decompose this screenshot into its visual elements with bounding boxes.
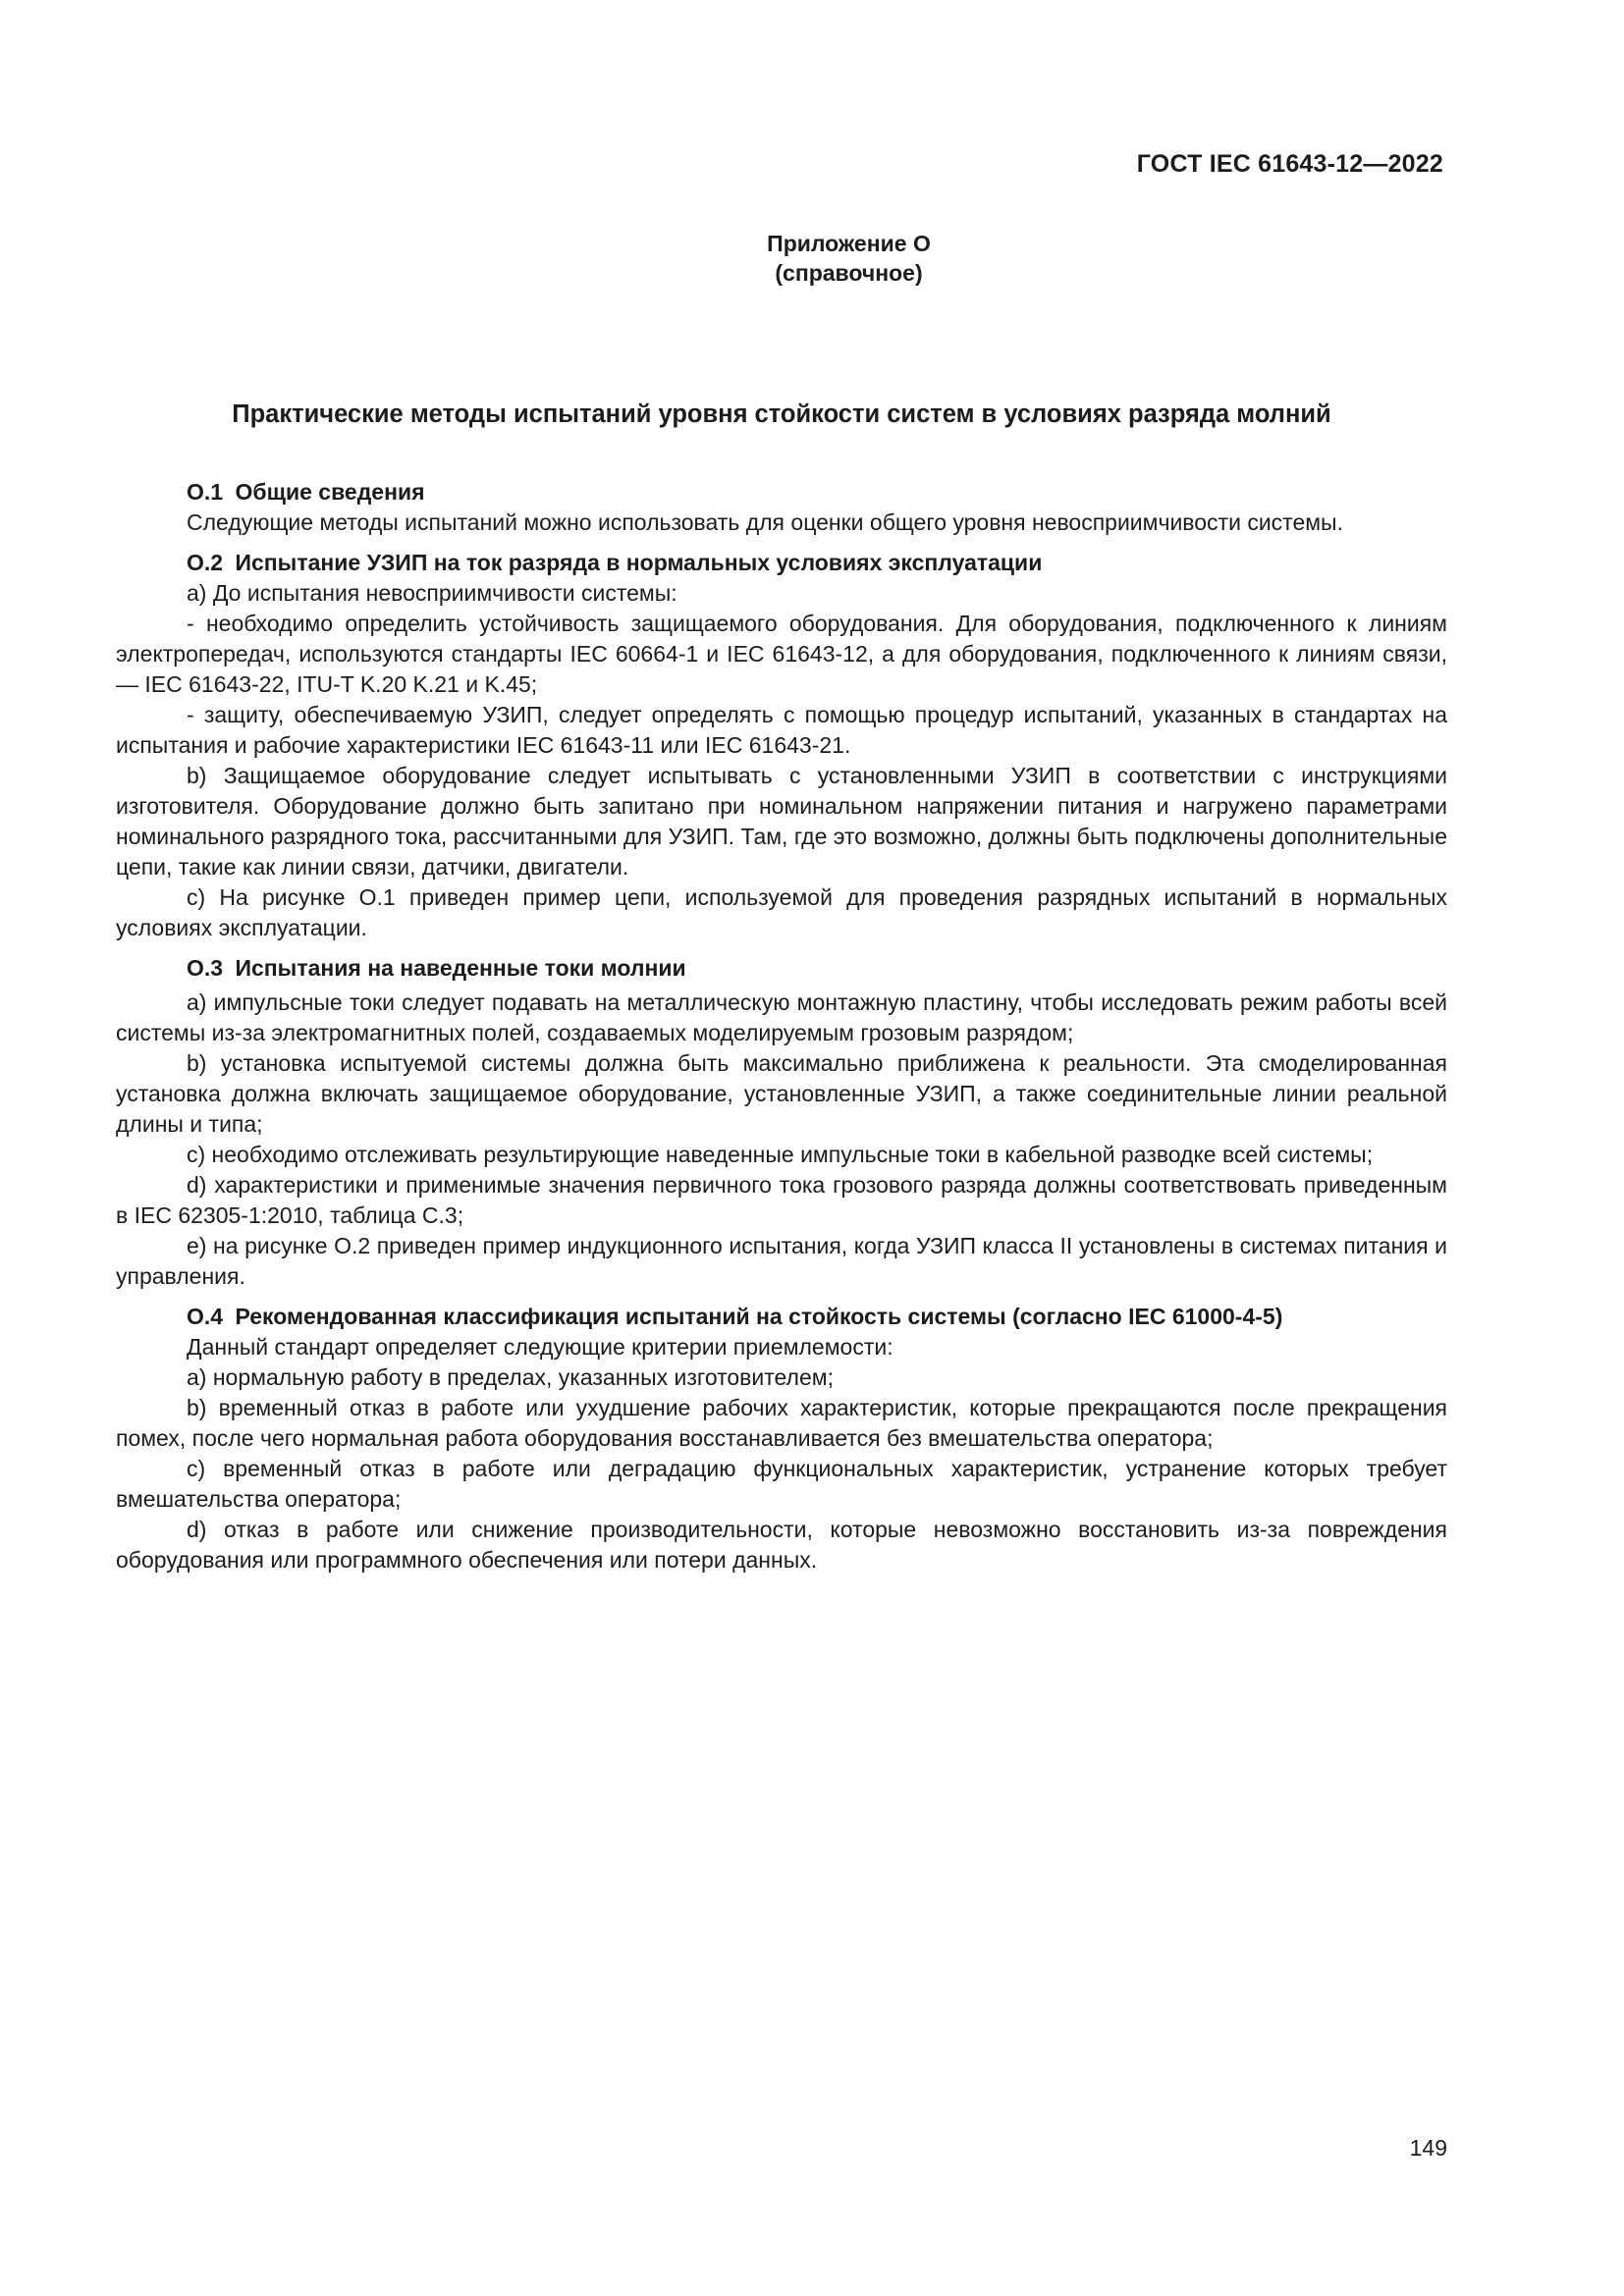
paragraph: d) характеристики и применимые значения первичного тока грозового разряда должны соответствовать приведенным в IEC 62305-1:2010, таблица С.3;	[116, 1172, 1447, 1228]
paragraph: a) импульсные токи следует подавать на металлическую монтажную пластину, чтобы исследовать режим работы всей системы из-за электромагнитных полей, создаваемых моделируемым грозовым разрядом;	[116, 989, 1447, 1045]
section-o2	[116, 548, 1447, 943]
paragraph: b) установка испытуемой системы должна быть максимально приближена к реальности. Эта смоделированная установка должна включать защищаемое оборудование, установленные УЗИП, а также соединительные линии реальной длины и типа;	[116, 1050, 1447, 1137]
document-header: ГОСТ IEC 61643-12—2022	[1136, 150, 1443, 178]
paragraph: b) временный отказ в работе или ухудшение рабочих характеристик, которые прекращаются после прекращения помех, после чего нормальная работа оборудования восстанавливается без вмешательства оператора;	[116, 1395, 1447, 1451]
paragraph: Данный стандарт определяет следующие критерии приемлемости:	[187, 1334, 893, 1360]
annex-label: Приложение О	[767, 231, 931, 256]
section-title: Общие сведения	[235, 479, 425, 505]
paragraph: d) отказ в работе или снижение производительности, которые невозможно восстановить из-за повреждения оборудования или программного обеспечения или потери данных.	[116, 1517, 1447, 1573]
annex-heading	[0, 229, 1624, 288]
section-heading	[116, 1302, 1447, 1332]
paragraph: Следующие методы испытаний можно использовать для оценки общего уровня невосприимчивости системы.	[187, 509, 1343, 535]
paragraph: c) временный отказ в работе или деградацию функциональных характеристик, устранение которых требует вмешательства оператора;	[116, 1456, 1447, 1512]
paragraph: - необходимо определить устойчивость защищаемого оборудования. Для оборудования, подключенного к линиям электропередач, используются стандарты IEC 60664-1 и IEC 61643-12, а для оборудования, подключенного к линиям связи, — IEC 61643-22, ITU-T K.20 K.21 и K.45;	[116, 611, 1447, 697]
paragraph: c) необходимо отслеживать результирующие наведенные импульсные токи в кабельной разводке всей системы;	[187, 1142, 1374, 1167]
section-number: О.3	[187, 955, 224, 981]
section-number: О.1	[187, 479, 224, 505]
paragraph: c) На рисунке О.1 приведен пример цепи, используемой для проведения разрядных испытаний в нормальных условиях эксплуатации.	[116, 884, 1447, 940]
document-body	[116, 477, 1447, 1585]
annex-status: (справочное)	[775, 260, 923, 286]
paragraph: b) Защищаемое оборудование следует испытывать с установленными УЗИП в соответствии с инструкциями изготовителя. Оборудование должно быть запитано при номинальном напряжении питания и нагружено параметрами номинального разрядного тока, рассчитанными для УЗИП. Там, где это возможно, должны быть подключены дополнительные цепи, такие как линии связи, датчики, двигатели.	[116, 763, 1447, 880]
section-o4	[116, 1302, 1447, 1575]
section-title: Рекомендованная классификация испытаний на стойкость системы (согласно IEC 61000-4-5)	[235, 1304, 1283, 1329]
section-o1	[116, 477, 1447, 538]
annex-title: Практические методы испытаний уровня стойкости систем в условиях разряда молний	[232, 400, 1331, 428]
paragraph: a) нормальную работу в пределах, указанных изготовителем;	[187, 1364, 834, 1390]
section-number: О.4	[187, 1304, 224, 1329]
paragraph: e) на рисунке О.2 приведен пример индукционного испытания, когда УЗИП класса II установлены в системах питания и управления.	[116, 1233, 1447, 1289]
section-title: Испытания на наведенные токи молнии	[235, 955, 686, 981]
section-heading	[116, 477, 1447, 507]
section-number: О.2	[187, 550, 224, 575]
section-title: Испытание УЗИП на ток разряда в нормальных условиях эксплуатации	[235, 550, 1043, 575]
section-heading	[116, 953, 1447, 984]
paragraph: - защиту, обеспечиваемую УЗИП, следует определять с помощью процедур испытаний, указанных в стандартах на испытания и рабочие характеристики IEC 61643-11 или IEC 61643-21.	[116, 702, 1447, 758]
paragraph: a) До испытания невосприимчивости системы:	[187, 580, 677, 606]
page-number: 149	[1409, 2135, 1447, 2161]
section-o3	[116, 953, 1447, 1292]
section-heading	[116, 548, 1447, 578]
